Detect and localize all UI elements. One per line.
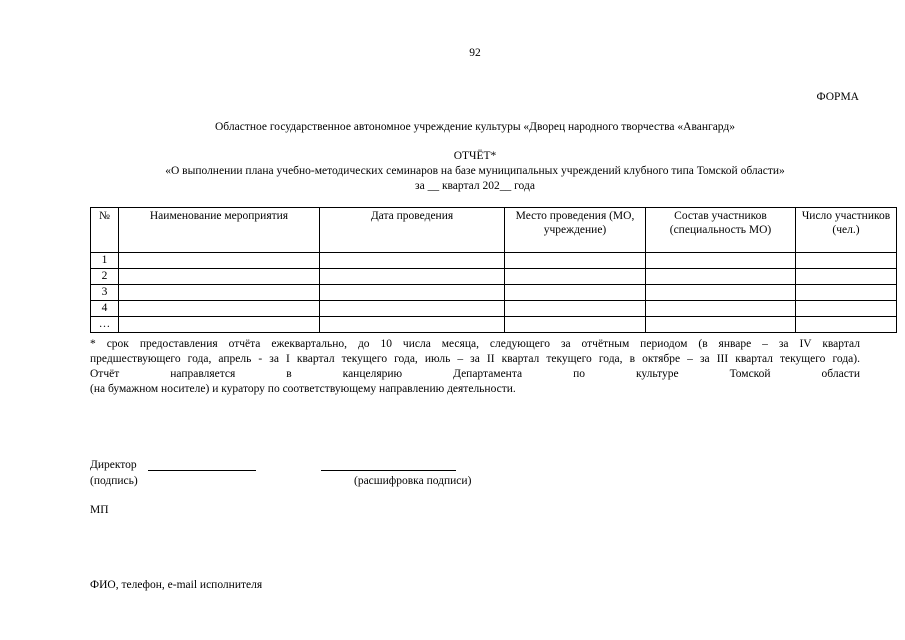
footnote-line: (на бумажном носителе) и куратору по соответствующему направлению деятельности. [90, 383, 516, 395]
organization-name: Областное государственное автономное учреждение культуры «Дворец народного творчества «Авангард» [215, 121, 735, 133]
table-cell [796, 253, 897, 269]
contact-label: ФИО, телефон, e-mail исполнителя [90, 579, 263, 591]
table-cell [320, 269, 505, 285]
table-row [91, 301, 897, 317]
table-cell [119, 301, 320, 317]
table-cell [505, 269, 646, 285]
report-period: за __ квартал 202__ года [415, 180, 535, 192]
table-cell [119, 317, 320, 333]
table-cell [119, 269, 320, 285]
table-row [91, 285, 897, 301]
table-cell [796, 285, 897, 301]
table-cell [505, 301, 646, 317]
header-event-name: Наименование мероприятия [119, 208, 320, 253]
signature-line [148, 470, 256, 471]
header-date: Дата проведения [320, 208, 505, 253]
signature-row [90, 458, 590, 474]
table-cell [320, 317, 505, 333]
table-cell [796, 317, 897, 333]
table-cell [796, 301, 897, 317]
header-venue: Место проведения (МО, учреждение) [505, 208, 646, 253]
table-cell [320, 285, 505, 301]
table-row [91, 253, 897, 269]
table-header-row [91, 208, 897, 253]
table-cell [646, 253, 796, 269]
director-label: Директор [90, 459, 137, 471]
signature-captions [90, 474, 590, 490]
table-cell [505, 317, 646, 333]
table-cell: 3 [91, 285, 119, 301]
table-cell [505, 253, 646, 269]
table-cell [646, 317, 796, 333]
report-title: ОТЧЁТ* [453, 150, 497, 162]
form-label: ФОРМА [816, 91, 859, 103]
table-cell [119, 285, 320, 301]
name-decode-line [321, 470, 456, 471]
report-subtitle: «О выполнении плана учебно-методических семинаров на базе муниципальных учреждений клубного типа Томской области» [165, 165, 785, 177]
table-cell [796, 269, 897, 285]
table-cell [646, 285, 796, 301]
table-cell: 4 [91, 301, 119, 317]
table-cell [119, 253, 320, 269]
page-number: 92 [469, 47, 481, 59]
decode-caption: (расшифровка подписи) [354, 475, 472, 487]
table-cell [646, 301, 796, 317]
footnote [90, 337, 860, 397]
signature-caption: (подпись) [90, 475, 138, 487]
table-cell [646, 269, 796, 285]
table-row [91, 269, 897, 285]
table-cell: 1 [91, 253, 119, 269]
table-cell: 2 [91, 269, 119, 285]
table-cell [505, 285, 646, 301]
footnote-line: предшествующего года, апрель - за I квартал текущего года, июль – за II квартал текущего года, в октябре – за III квартал текущего года). [90, 353, 860, 365]
header-participants-composition: Состав участников (специальность МО) [646, 208, 796, 253]
report-table [90, 207, 897, 333]
header-number: № [91, 208, 119, 253]
table-cell: … [91, 317, 119, 333]
stamp-label: МП [90, 504, 109, 516]
table-row [91, 317, 897, 333]
table-cell [320, 253, 505, 269]
footnote-line: Отчёт направляется в канцелярию Департамента по культуре Томской области [90, 368, 860, 380]
footnote-line: * срок предоставления отчёта ежеквартально, до 10 числа месяца, следующего за отчётным периодом (в январе – за IV квартал [90, 338, 860, 350]
header-participants-count: Число участников (чел.) [796, 208, 897, 253]
table-cell [320, 301, 505, 317]
